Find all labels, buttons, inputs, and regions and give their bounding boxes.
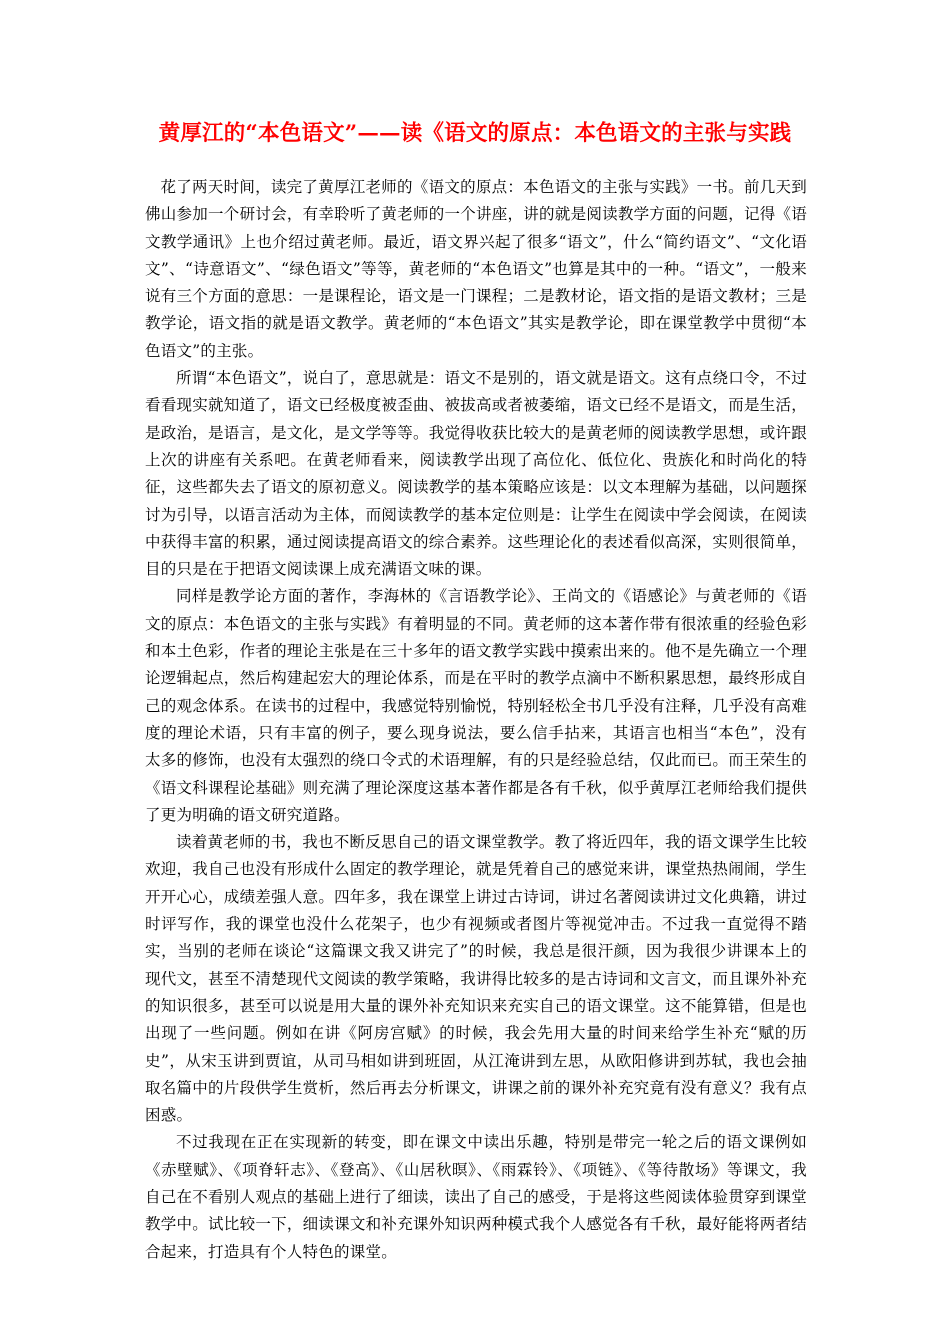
document-body	[145, 174, 807, 1266]
paragraph-1: 花了两天时间，读完了黄厚江老师的《语文的原点：本色语文的主张与实践》一书。前几天到佛山参加一个研讨会，有幸聆听了黄老师的一个讲座，讲的就是阅读教学方面的问题，记得《语文教学通讯》上也介绍过黄老师。最近，语文界兴起了很多“语文”，什么“简约语文”、“文化语文”、“诗意语文”、“绿色语文”等等，黄老师的“本色语文”也算是其中的一种。“语文”，一般来说有三个方面的意思：一是课程论，语文是一门课程；二是教材论，语文指的是语文教材；三是教学论，语文指的就是语文教学。黄老师的“本色语文”其实是教学论，即在课堂教学中贯彻“本色语文”的主张。	[145, 178, 807, 360]
document-title: 黄厚江的“本色语文”——读《语文的原点：本色语文的主张与实践	[158, 121, 792, 146]
paragraph-3: 同样是教学论方面的著作，李海林的《言语教学论》、王尚文的《语感论》与黄老师的《语文的原点：本色语文的主张与实践》有着明显的不同。黄老师的这本著作带有很浓重的经验色彩和本土色彩，作者的理论主张是在三十多年的语文教学实践中摸索出来的。他不是先确立一个理论逻辑起点，然后构建起宏大的理论体系，而是在平时的教学点滴中不断积累思想，最终形成自己的观念体系。在读书的过程中，我感觉特别愉悦，特别轻松全书几乎没有注释，几乎没有高难度的理论术语，只有丰富的例子，要么现身说法，要么信手拈来，其语言也相当“本色”，没有太多的修饰，也没有太强烈的绕口令式的术语理解，有的只是经验总结，仅此而已。而王荣生的《语文科课程论基础》则充满了理论深度这基本著作都是各有千秋，似乎黄厚江老师给我们提供了更为明确的语文研究道路。	[145, 587, 807, 824]
paragraph-5: 不过我现在正在实现新的转变，即在课文中读出乐趣，特别是带完一轮之后的语文课例如《赤壁赋》、《项脊轩志》、《登高》、《山居秋暝》、《雨霖铃》、《项链》、《等待散场》等课文，我自己在不看别人观点的基础上进行了细读，读出了自己的感受，于是将这些阅读体验贯穿到课堂教学中。试比较一下，细读课文和补充课外知识两种模式我个人感觉各有千秋，最好能将两者结合起来，打造具有个人特色的课堂。	[145, 1133, 807, 1261]
paragraph-4: 读着黄老师的书，我也不断反思自己的语文课堂教学。教了将近四年，我的语文课学生比较欢迎，我自己也没有形成什么固定的教学理论，就是凭着自己的感觉来讲，课堂热热闹闹，学生开开心心，成绩差强人意。四年多，我在课堂上讲过古诗词，讲过名著阅读讲过文化典籍，讲过时评写作，我的课堂也没什么花架子，也少有视频或者图片等视觉冲击。不过我一直觉得不踏实，当别的老师在谈论“这篇课文我又讲完了”的时候，我总是很汗颜，因为我很少讲课本上的现代文，甚至不清楚现代文阅读的教学策略，我讲得比较多的是古诗词和文言文，而且课外补充的知识很多，甚至可以说是用大量的课外补充知识来充实自己的语文课堂。这不能算错，但是也出现了一些问题。例如在讲《阿房宫赋》的时候，我会先用大量的时间来给学生补充“赋的历史”，从宋玉讲到贾谊，从司马相如讲到班固，从江淹讲到左思，从欧阳修讲到苏轼，我也会抽取名篇中的片段供学生赏析，然后再去分析课文，讲课之前的课外补充究竟有没有意义？我有点困惑。	[145, 833, 807, 1125]
paragraph-2: 所谓“本色语文”，说白了，意思就是：语文不是别的，语文就是语文。这有点绕口令，不过看看现实就知道了，语文已经极度被歪曲、被拔高或者被萎缩，语文已经不是语文，而是生活，是政治，是语言，是文化，是文学等等。我觉得收获比较大的是黄老师的阅读教学思想，或许跟上次的讲座有关系吧。在黄老师看来，阅读教学出现了高位化、低位化、贵族化和时尚化的特征，这些都失去了语文的原初意义。阅读教学的基本策略应该是：以文本理解为基础，以问题探讨为引导，以语言活动为主体，而阅读教学的基本定位则是：让学生在阅读中学会阅读，在阅读中获得丰富的积累，通过阅读提高语文的综合素养。这些理论化的表述看似高深，实则很简单，目的只是在于把语文阅读课上成充满语文味的课。	[145, 369, 807, 579]
